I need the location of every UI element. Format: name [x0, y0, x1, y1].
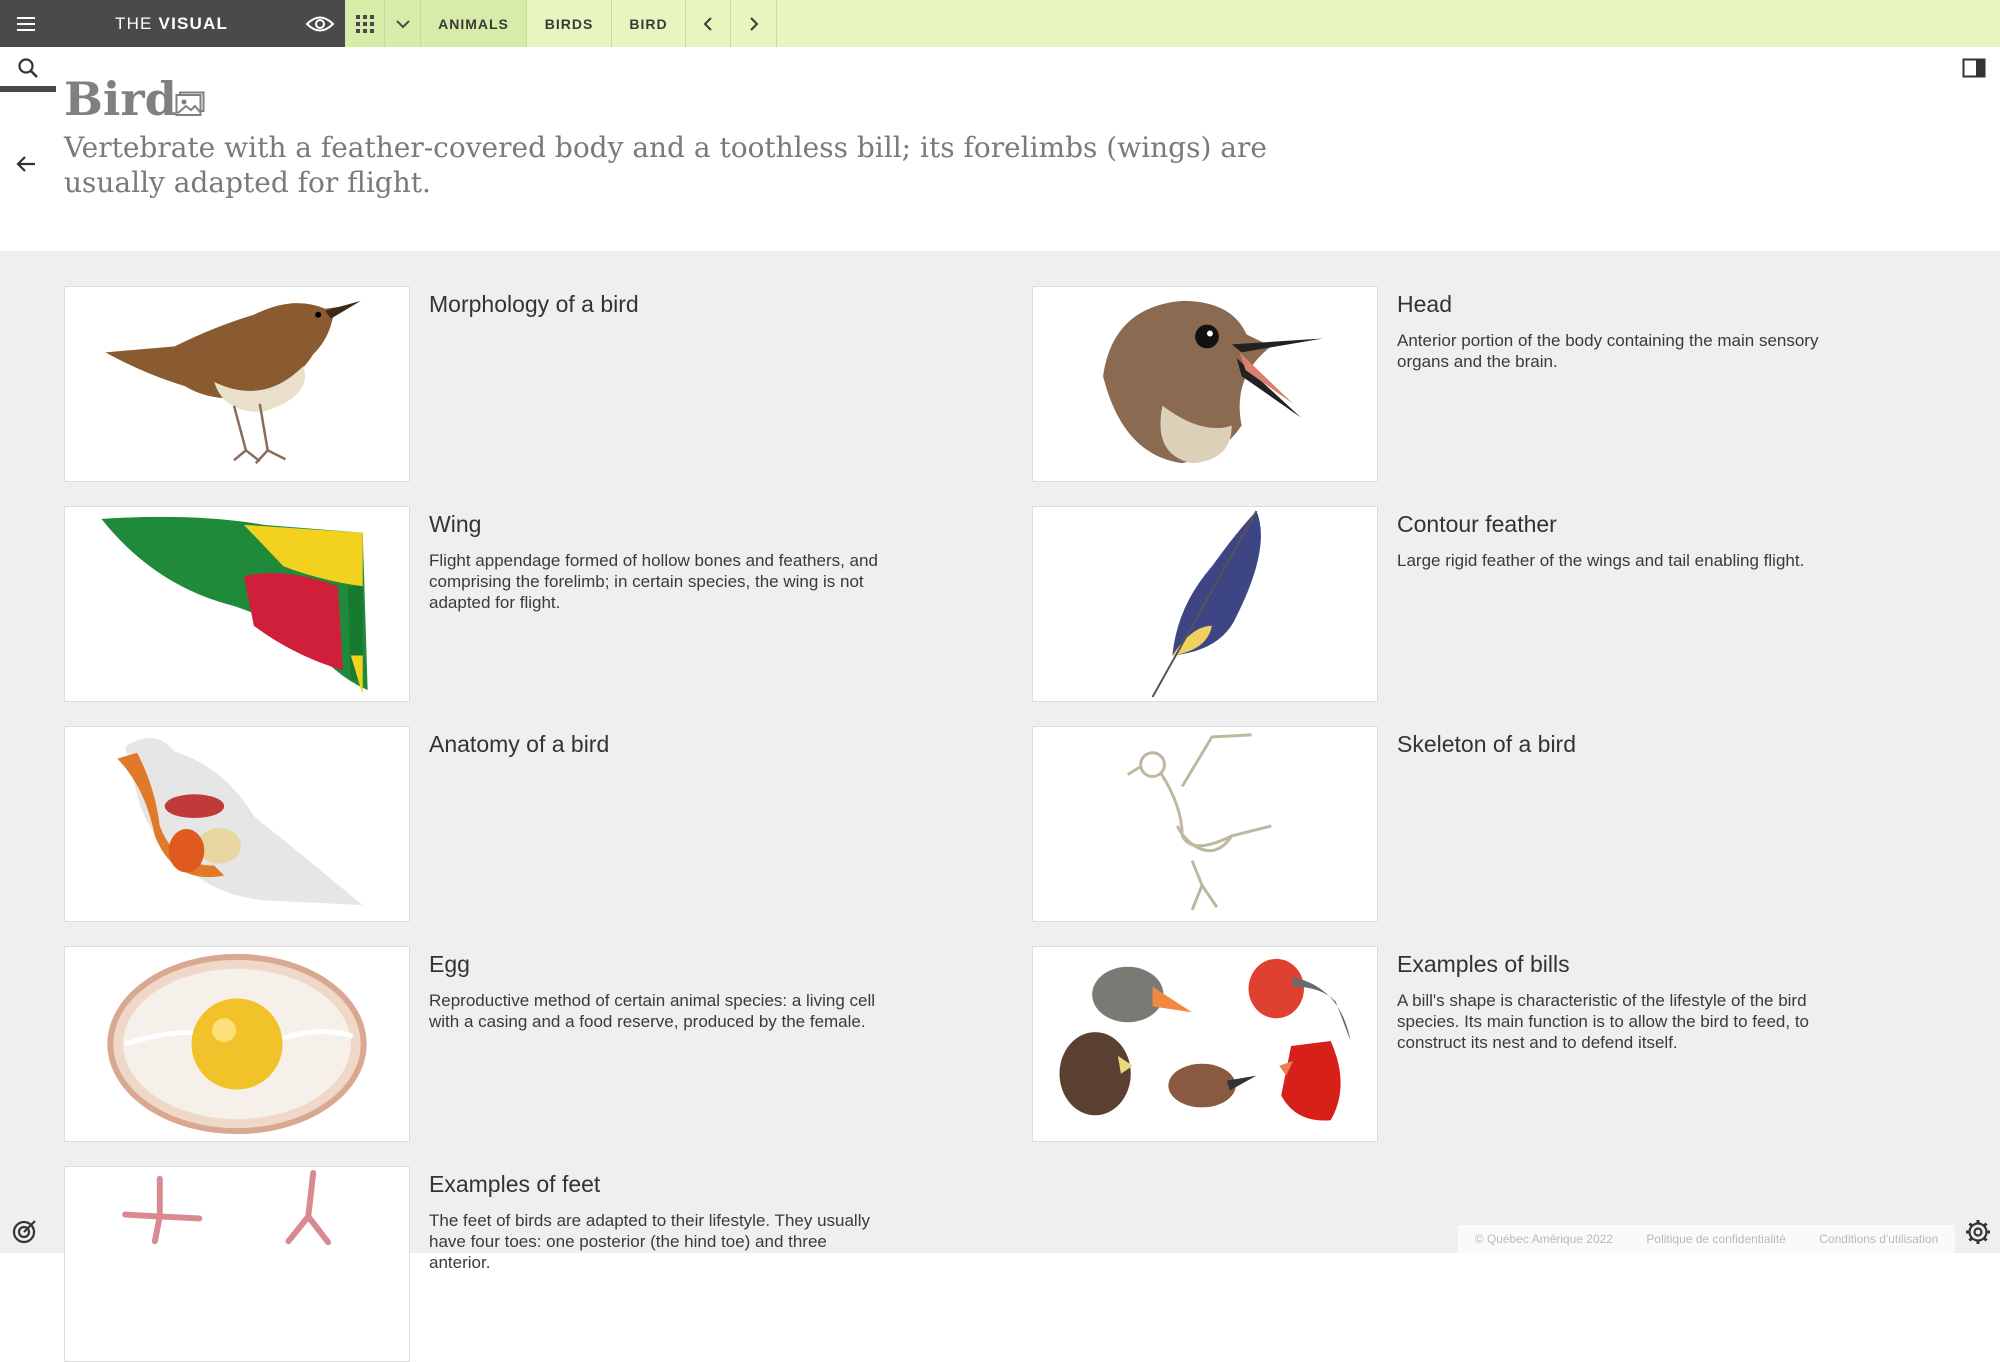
search-button[interactable]: [0, 47, 56, 89]
chevron-right-icon: [749, 17, 759, 31]
card-description: Anterior portion of the body containing the main sensory organs and the brain.: [1397, 331, 1819, 371]
card-title: Egg: [429, 951, 470, 977]
card-thumbnail: [64, 286, 410, 482]
menu-button[interactable]: [0, 0, 52, 47]
feet-illustration: [65, 1167, 409, 1361]
settings-button[interactable]: [1962, 1216, 1994, 1248]
card-wing[interactable]: [64, 506, 1014, 702]
back-button[interactable]: [0, 143, 52, 185]
search-active-indicator: [0, 86, 56, 92]
card-title: Examples of bills: [1397, 951, 1570, 977]
target-icon: [12, 1218, 38, 1244]
privacy-link[interactable]: Politique de confidentialité: [1646, 1232, 1786, 1246]
arrow-left-icon: [15, 155, 37, 173]
search-icon: [17, 57, 39, 79]
dropdown-button[interactable]: [385, 0, 421, 47]
card-description: The feet of birds are adapted to their lifestyle. They usually have four toes: one posterior (the hind toe) and three anterior.: [429, 1211, 870, 1272]
card-thumbnail: [64, 726, 410, 922]
card-morphology[interactable]: [64, 286, 1014, 482]
target-button[interactable]: [10, 1216, 40, 1246]
brand-emphasis: VISUAL: [158, 14, 229, 33]
card-feet[interactable]: [64, 1166, 1014, 1362]
card-skeleton[interactable]: [1032, 726, 1982, 922]
bird-head-illustration: [1033, 287, 1377, 481]
footer: [1458, 1225, 1955, 1253]
card-description: A bill's shape is characteristic of the lifestyle of the bird species. Its main function is to allow the bird to feed, to construct its nest and to defend itself.: [1397, 991, 1809, 1052]
bird-illustration: [65, 287, 409, 481]
eye-icon: [306, 15, 334, 33]
next-button[interactable]: [731, 0, 777, 47]
brand-logo[interactable]: [115, 0, 228, 47]
brand-prefix: THE: [115, 14, 159, 33]
card-description: Flight appendage formed of hollow bones and feathers, and comprising the forelimb; in certain species, the wing is not adapted for flight.: [429, 551, 878, 612]
breadcrumb-animals[interactable]: [421, 0, 527, 47]
bills-illustration: [1033, 947, 1377, 1141]
anatomy-illustration: [65, 727, 409, 921]
card-thumbnail: [1032, 286, 1378, 482]
card-head[interactable]: [1032, 286, 1982, 482]
breadcrumb-label: BIRDS: [544, 15, 594, 32]
card-description: Large rigid feather of the wings and tail enabling flight.: [1397, 551, 1805, 570]
card-title: Contour feather: [1397, 511, 1557, 537]
brand-area: [0, 0, 345, 47]
breadcrumb-label: ANIMALS: [438, 15, 509, 32]
card-thumbnail: [1032, 946, 1378, 1142]
grid-view-button[interactable]: [345, 0, 385, 47]
panel-icon: [1962, 58, 1986, 78]
side-panel-toggle[interactable]: [1962, 58, 1992, 84]
chevron-left-icon: [703, 17, 713, 31]
image-gallery-button[interactable]: [175, 91, 205, 117]
gear-icon: [1965, 1219, 1991, 1245]
top-bar: [0, 0, 2000, 47]
card-title: Skeleton of a bird: [1397, 731, 1577, 757]
page-title: Bird: [64, 72, 177, 126]
breadcrumb-birds[interactable]: [527, 0, 612, 47]
card-bills[interactable]: [1032, 946, 1982, 1142]
card-description: Reproductive method of certain animal species: a living cell with a casing and a food reserve, produced by the female.: [429, 991, 876, 1031]
card-title: Anatomy of a bird: [429, 731, 610, 757]
egg-illustration: [65, 947, 409, 1141]
terms-link[interactable]: Conditions d'utilisation: [1819, 1232, 1939, 1246]
card-title: Head: [1397, 291, 1452, 317]
breadcrumb-bird[interactable]: [612, 0, 686, 47]
wing-illustration: [65, 507, 409, 701]
card-title: Examples of feet: [429, 1171, 601, 1197]
card-thumbnail: [64, 506, 410, 702]
card-thumbnail: [1032, 506, 1378, 702]
breadcrumb-label: BIRD: [629, 15, 668, 32]
card-thumbnail: [64, 946, 410, 1142]
hamburger-icon: [17, 17, 35, 31]
skeleton-illustration: [1033, 727, 1377, 921]
card-thumbnail: [1032, 726, 1378, 922]
copyright-text: © Québec Amérique 2022: [1474, 1232, 1613, 1246]
grid-icon: [356, 15, 374, 33]
page-description: Vertebrate with a feather-covered body and a toothless bill; its forelimbs (wings) are usually adapted for flight.: [64, 131, 1267, 199]
feather-illustration: [1033, 507, 1377, 701]
previous-button[interactable]: [686, 0, 731, 47]
content-grid: [0, 251, 2000, 1272]
card-contour-feather[interactable]: [1032, 506, 1982, 702]
card-egg[interactable]: [64, 946, 1014, 1142]
card-title: Wing: [429, 511, 482, 537]
card-title: Morphology of a bird: [429, 291, 639, 317]
chevron-down-icon: [396, 19, 410, 29]
image-icon: [175, 91, 205, 117]
card-anatomy[interactable]: [64, 726, 1014, 922]
visibility-toggle[interactable]: [300, 0, 340, 47]
card-thumbnail: [64, 1166, 410, 1362]
